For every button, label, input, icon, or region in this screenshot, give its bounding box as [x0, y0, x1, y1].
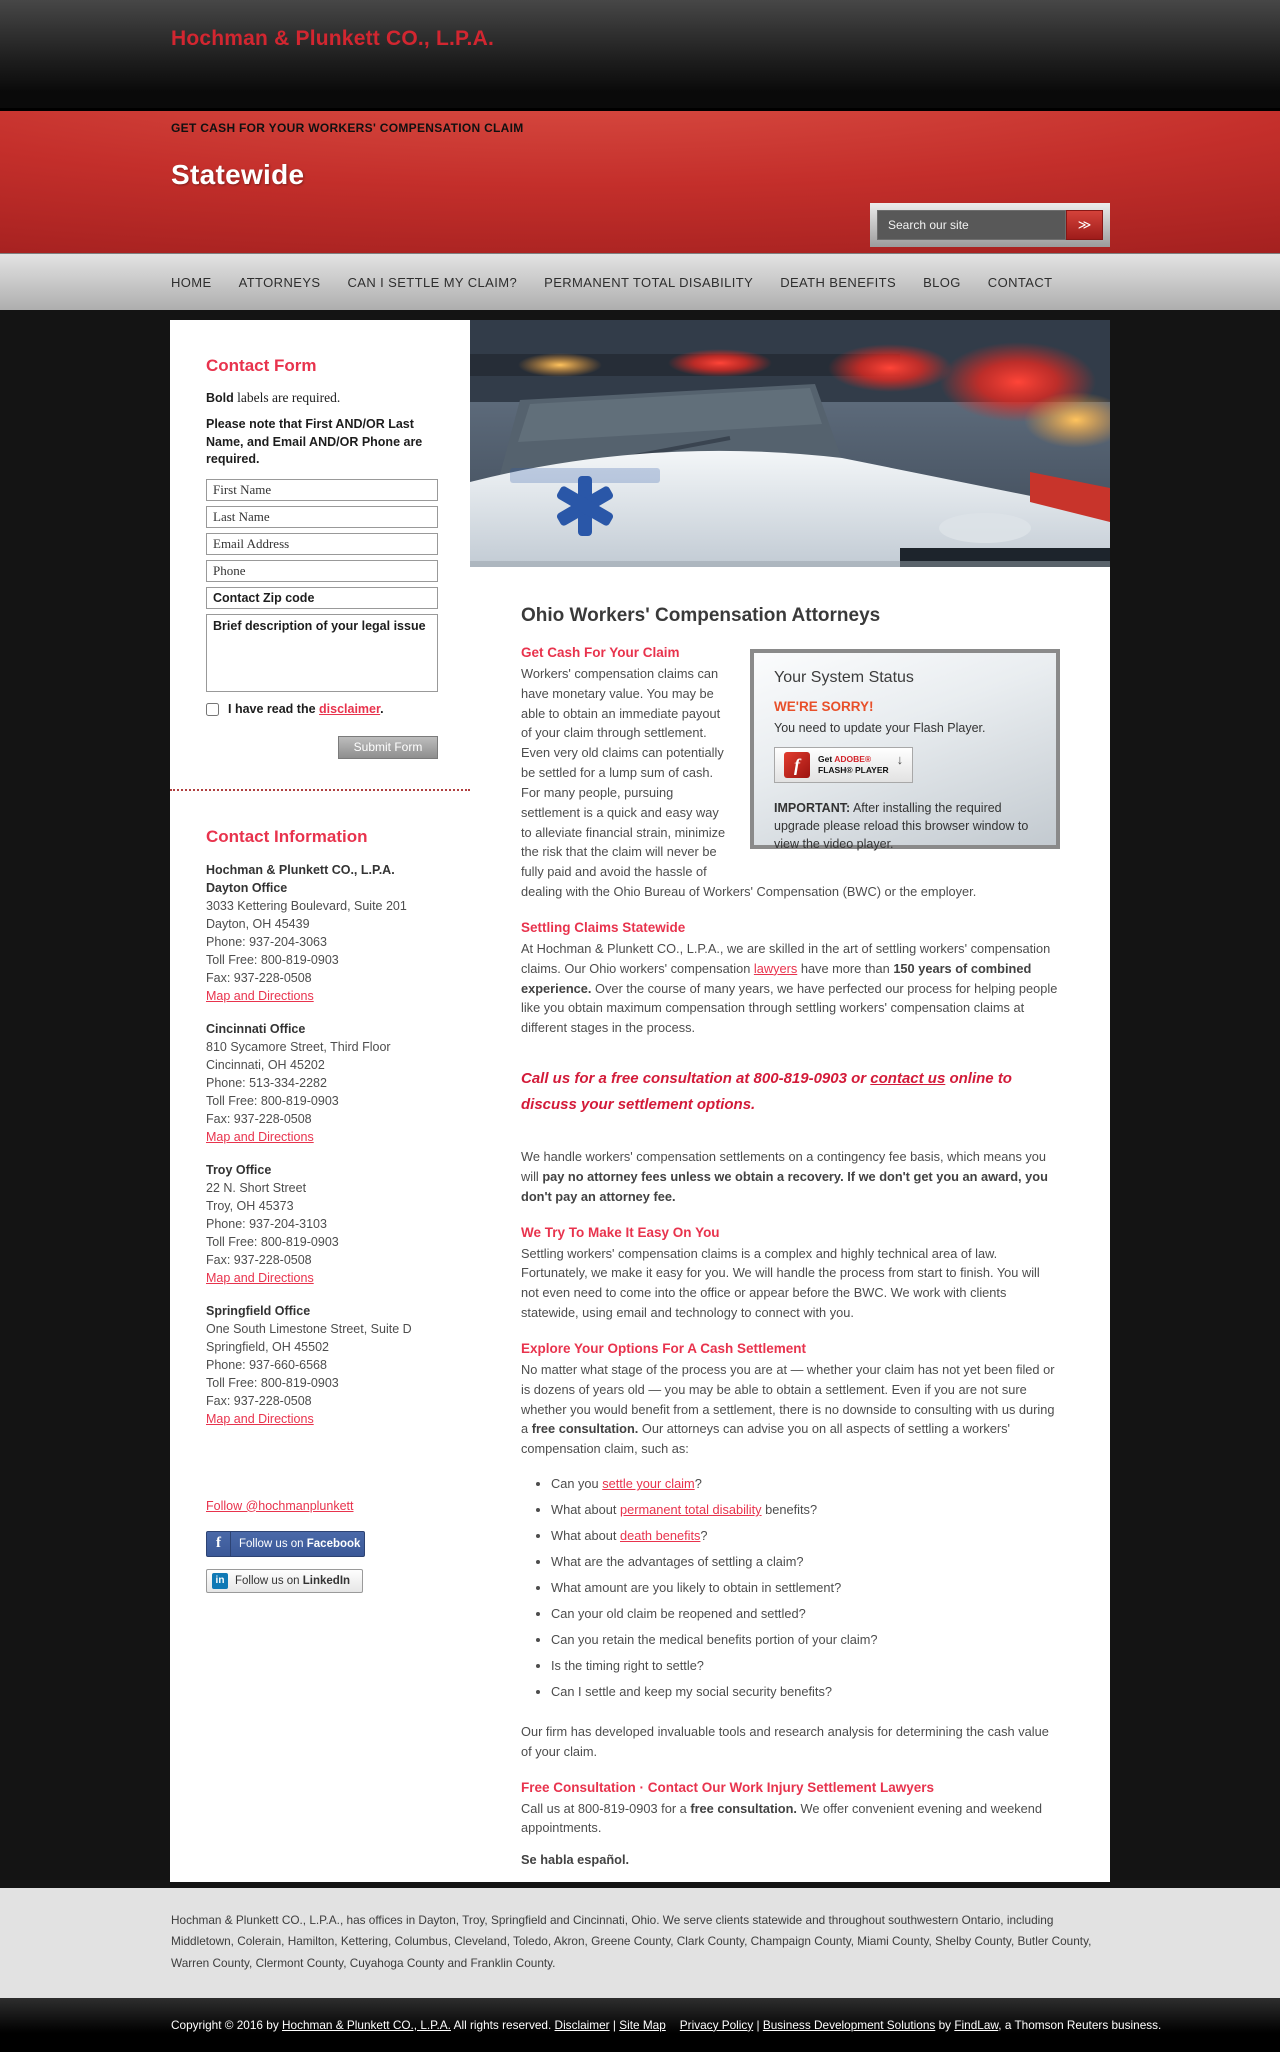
get-flash-player-button[interactable]: [774, 747, 913, 783]
list-item: • What are the advantages of settling a claim?: [551, 1553, 1060, 1572]
flash-button-label: Get ADOBE® FLASH® PLAYER: [818, 753, 889, 775]
facebook-icon: f: [207, 1532, 231, 1556]
section-heading-get-cash: Get Cash For Your Claim: [521, 645, 680, 660]
search-icon: ≫: [1077, 217, 1092, 232]
search-input[interactable]: [877, 210, 1066, 240]
office-troy: [206, 1161, 470, 1287]
explore-paragraph: No matter what stage of the process you are at — whether your claim has not yet been filed or is dozens of years old — you may be able to obtain a settlement. Even if you are not sure whether you would benefit from a settlement, there is no downside to consulting with us during a free consultation. Our attorneys can advise you on all aspects of settling a workers' compensation claim, such as:: [521, 1361, 1055, 1457]
nav-item-blog[interactable]: BLOG: [923, 274, 961, 290]
office-dayton: [206, 861, 470, 1005]
email-field[interactable]: [206, 533, 438, 555]
disclaimer-footer-link[interactable]: Disclaimer: [554, 2017, 610, 2032]
linkedin-follow-button[interactable]: [206, 1569, 363, 1593]
submit-form-button[interactable]: Submit Form: [338, 736, 438, 759]
site-map-link[interactable]: Site Map: [619, 2017, 666, 2032]
office-fax: Fax: 937-228-0508: [206, 1252, 312, 1267]
download-arrow-icon: ↓: [896, 752, 904, 767]
office-cincinnati: [206, 1020, 470, 1146]
facebook-label: Follow us on Facebook: [239, 1537, 361, 1550]
nav-item-attorneys[interactable]: ATTORNEYS: [238, 274, 321, 290]
last-name-field[interactable]: [206, 506, 438, 528]
page-title: Ohio Workers' Compensation Attorneys: [521, 605, 881, 626]
tagline: GET CASH FOR YOUR WORKERS' COMPENSATION CLAIM: [171, 121, 524, 135]
office-phone: Phone: 937-204-3103: [206, 1216, 327, 1231]
search-widget: [870, 203, 1110, 247]
call-to-action: Call us for a free consultation at 800-819-0903 or contact us online to discuss your settlement options.: [521, 1070, 1012, 1113]
sidebar: [170, 320, 470, 1882]
map-directions-link[interactable]: Map and Directions: [206, 1411, 314, 1426]
location-title: Statewide: [171, 159, 305, 190]
tools-paragraph: Our firm has developed invaluable tools and research analysis for determining the cash value of your claim.: [521, 1723, 1049, 1759]
search-button[interactable]: [1066, 210, 1103, 240]
ambulance-photo: [470, 320, 1110, 567]
findlaw-link[interactable]: FindLaw: [954, 2017, 999, 2032]
nav-item-home[interactable]: HOME: [171, 274, 212, 290]
flash-status-box: [750, 649, 1060, 852]
list-item: • Is the timing right to settle?: [551, 1657, 1060, 1676]
office-name: Troy Office: [206, 1162, 272, 1177]
linkedin-icon: in: [212, 1573, 228, 1589]
map-directions-link[interactable]: Map and Directions: [206, 988, 314, 1003]
list-item: • Can you retain the medical benefits portion of your claim?: [551, 1631, 1060, 1650]
section-heading-easy: We Try To Make It Easy On You: [521, 1224, 720, 1240]
nav-item-death-benefits[interactable]: DEATH BENEFITS: [780, 274, 897, 290]
legal-issue-textarea[interactable]: [206, 614, 438, 692]
office-city: Springfield, OH 45502: [206, 1339, 329, 1354]
office-address: 810 Sycamore Street, Third Floor: [206, 1039, 391, 1054]
office-tollfree: Toll Free: 800-819-0903: [206, 1093, 339, 1108]
form-note-required: Bold labels are required.: [206, 390, 341, 405]
business-development-link[interactable]: Business Development Solutions: [762, 2017, 936, 2032]
office-city: Troy, OH 45373: [206, 1198, 294, 1213]
twitter-follow-link[interactable]: Follow @hochmanplunkett: [206, 1498, 354, 1513]
office-fax: Fax: 937-228-0508: [206, 1111, 312, 1126]
contact-form-heading: Contact Form: [206, 356, 317, 375]
list-item: • Can your old claim be reopened and settled?: [551, 1605, 1060, 1624]
site-name: Hochman & Plunkett CO., L.P.A.: [171, 27, 494, 50]
system-status-title: Your System Status: [774, 669, 914, 686]
office-fax: Fax: 937-228-0508: [206, 970, 312, 985]
main-content: [470, 320, 1110, 1882]
first-name-field[interactable]: [206, 479, 438, 501]
firm-name: Hochman & Plunkett CO., L.P.A.: [206, 862, 395, 877]
office-fax: Fax: 937-228-0508: [206, 1393, 312, 1408]
firm-footer-link[interactable]: Hochman & Plunkett CO., L.P.A.: [282, 2017, 451, 2032]
disclaimer-link[interactable]: disclaimer: [319, 701, 381, 716]
nav-item-permanent-total-disability[interactable]: PERMANENT TOTAL DISABILITY: [544, 274, 754, 290]
get-cash-paragraph: Workers' compensation claims can have monetary value. You may be able to obtain an immediate payout of your claim through settlement. Even very old claims can potentially be settled for a lump sum of cash. For many people, pursuing settlement is a quick and easy way to alleviate financial strain, minimize the risk that the claim will never be fully paid and avoid the hassle of dealing with the Ohio Bureau of Workers' Compensation (BWC) or the employer.: [521, 666, 977, 900]
office-name: Springfield Office: [206, 1303, 311, 1318]
office-tollfree: Toll Free: 800-819-0903: [206, 1234, 339, 1249]
nav-item-contact[interactable]: CONTACT: [987, 274, 1053, 290]
zip-code-field[interactable]: [206, 587, 438, 609]
sorry-message: WE'RE SORRY!: [774, 699, 874, 714]
disclaimer-label: I have read the disclaimer.: [228, 701, 384, 716]
free-consultation-paragraph: Call us at 800-819-0903 for a free consultation. We offer convenient evening and weekend appointments.: [521, 1800, 1042, 1836]
main-navigation: [0, 253, 1280, 310]
office-city: Cincinnati, OH 45202: [206, 1057, 325, 1072]
list-item: • What amount are you likely to obtain in settlement?: [551, 1579, 1060, 1598]
office-springfield: [206, 1302, 470, 1428]
office-address: One South Limestone Street, Suite D: [206, 1321, 412, 1336]
contact-info-heading: Contact Information: [206, 826, 368, 846]
death-benefits-link[interactable]: death benefits: [620, 1528, 701, 1544]
disclaimer-row: [206, 702, 470, 716]
lawyers-link[interactable]: lawyers: [753, 960, 798, 976]
contingency-paragraph: We handle workers' compensation settlements on a contingency fee basis, which means you will pay no attorney fees unless we obtain a recovery. If we don't get you an award, you don't pay an attorney fee.: [521, 1149, 1048, 1204]
phone-field[interactable]: [206, 560, 438, 582]
settling-paragraph: At Hochman & Plunkett CO., L.P.A., we are skilled in the art of settling workers' compensation claims. Our Ohio workers' compensation lawyers have more than 150 years of combined experience. Over the course of many years, we have perfected our process for helping people like you obtain maximum compensation through settling workers' compensation claims at different stages in the process.: [521, 940, 1058, 1036]
facebook-follow-button[interactable]: [206, 1531, 365, 1557]
permanent-total-disability-link[interactable]: permanent total disability: [620, 1502, 762, 1518]
list-item: • What about death benefits?: [551, 1527, 1060, 1546]
linkedin-label: Follow us on LinkedIn: [235, 1574, 351, 1587]
flash-player-icon: f: [784, 752, 810, 778]
office-tollfree: Toll Free: 800-819-0903: [206, 952, 339, 967]
easy-paragraph: Settling workers' compensation claims is a complex and highly technical area of law. Fortunately, we make it easy for you. We will handle the process from start to finish. You will not even need to come into the office or appear before the BWC. We work with clients statewide, using email and technology to connect with you.: [521, 1245, 1040, 1321]
flash-important-note: IMPORTANT: After installing the required upgrade please reload this browser window to view the video player.: [774, 801, 1029, 852]
nav-item-can-i-settle[interactable]: CAN I SETTLE MY CLAIM?: [347, 274, 518, 290]
content-wrapper: [170, 320, 1110, 1882]
top-header-bar: [0, 0, 1280, 111]
office-address: 22 N. Short Street: [206, 1180, 307, 1195]
list-item: • Can you settle your claim?: [551, 1475, 1060, 1494]
contact-us-link[interactable]: contact us: [870, 1070, 946, 1088]
service-area-text: Hochman & Plunkett CO., L.P.A., has offices in Dayton, Troy, Springfield and Cincinnati, Ohio. We serve clients statewide and throughout southwestern Ontario, including Middletown, Colerain, Hamilton, Kettering, Columbus, Cleveland, Toledo, Akron, Greene County, Clark County, Champaign County, Miami County, Shelby County, Butler County, Warren County, Clermont County, Cuyahoga County and Franklin County.: [171, 1913, 1092, 1970]
form-note-details: Please note that First AND/OR Last Name, and Email AND/OR Phone are required.: [206, 417, 423, 466]
list-item: • What about permanent total disability benefits?: [551, 1501, 1060, 1520]
settlement-questions-list: [521, 1475, 1060, 1702]
disclaimer-checkbox[interactable]: [206, 703, 219, 716]
red-banner: [0, 111, 1280, 253]
office-address: 3033 Kettering Boulevard, Suite 201: [206, 898, 407, 913]
office-name: Cincinnati Office: [206, 1021, 306, 1036]
settle-your-claim-link[interactable]: settle your claim: [602, 1476, 695, 1492]
section-heading-explore: Explore Your Options For A Cash Settlement: [521, 1340, 807, 1356]
list-item: • Can I settle and keep my social security benefits?: [551, 1683, 1060, 1702]
service-area-band: [0, 1888, 1280, 1998]
map-directions-link[interactable]: Map and Directions: [206, 1270, 314, 1285]
espanol-note: Se habla español.: [521, 1852, 630, 1868]
office-name: Dayton Office: [206, 880, 288, 895]
office-phone: Phone: 937-660-6568: [206, 1357, 327, 1372]
office-tollfree: Toll Free: 800-819-0903: [206, 1375, 339, 1390]
privacy-policy-link[interactable]: Privacy Policy: [679, 2017, 754, 2032]
office-city: Dayton, OH 45439: [206, 916, 310, 931]
sidebar-divider: [170, 789, 470, 791]
office-phone: Phone: 937-204-3063: [206, 934, 327, 949]
section-heading-free-consultation: Free Consultation · Contact Our Work Injury Settlement Lawyers: [521, 1779, 935, 1795]
map-directions-link[interactable]: Map and Directions: [206, 1129, 314, 1144]
flash-update-message: You need to update your Flash Player.: [774, 721, 986, 735]
section-heading-settling: Settling Claims Statewide: [521, 919, 686, 935]
office-phone: Phone: 513-334-2282: [206, 1075, 327, 1090]
copyright-footer: Copyright © 2016 by Hochman & Plunkett CO., L.P.A. All rights reserved. Disclaimer | Site Map Privacy Policy | Business Development Solutions by FindLaw, a Thomson Reuters business.: [0, 1998, 1280, 2052]
